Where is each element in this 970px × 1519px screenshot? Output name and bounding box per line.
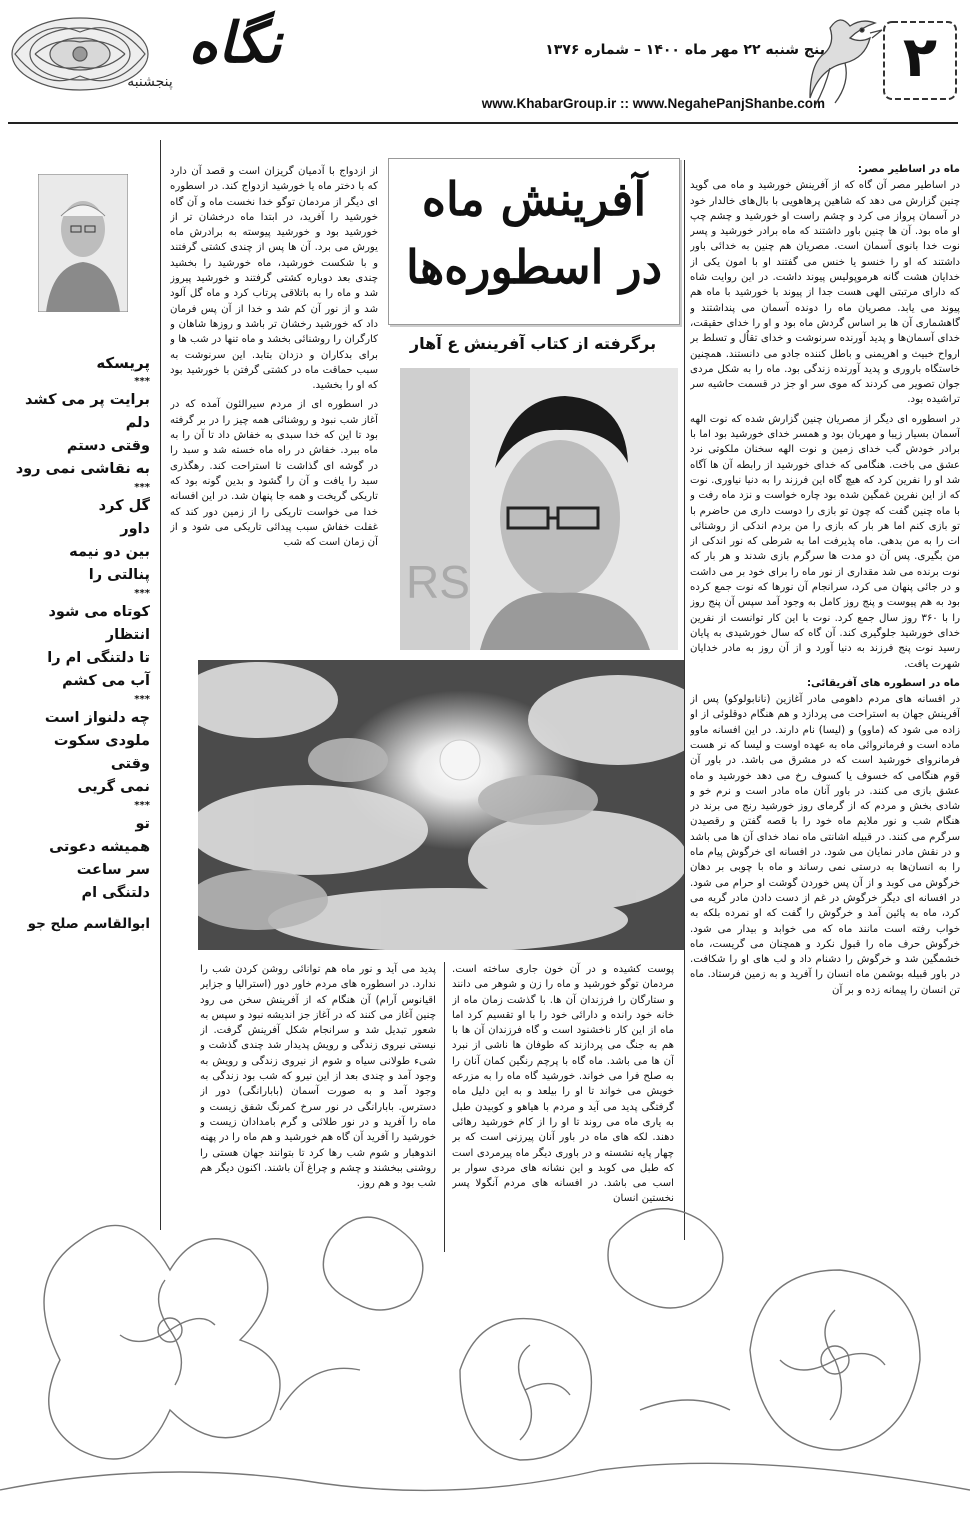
masthead-subtitle: پنجشنبه (127, 74, 173, 90)
poem-line: انتظار (105, 627, 150, 643)
article-title-line2: در اسطوره‌ها (405, 240, 663, 294)
poem-line: نمی گریی (77, 779, 150, 795)
svg-text:RS: RS (406, 556, 470, 608)
poem-line: دلم (125, 415, 150, 431)
poem-author: ابوالقاسم صلح جو (27, 916, 150, 932)
title-box (388, 158, 680, 325)
poem-line: داور (120, 521, 150, 537)
paragraph: در اسطوره ای دیگر از مصریان چنین گزارش شده که نوت الهه آسمان بسیار زیبا و مهربان بود و همسر خدای خورشید بود اما با برادر خودش گب خدای زمین و نوت الهه سخنان ملکوتی نرد عشق می باخت. هنگامی که خدای خورشید از رابطه آن ها آگاه شد او را نفرین کرد که هیچ گاه این فرزند را به دنیا نیاوری. نوت که از این نفرین غمگین شده بود چاره خواست و نزد ماه رفت و با ماه چنین گفت که چون تو بازی را دوست داری من حاضرم با تو بازی کنم اما هر بار که بازی را من بردم اندکی از روشنائی ات را به من بدهی. ماه پذیرفت اما به شرطی که نور اندکی از من بگیری. پس آن دو مدت ها سرگرم بازی شدند و هر بار که نوت برنده می شد مقداری از نور ماه را برای خود بر می داشت و در جائی پنهان می کرد، سرانجام آن نورها که نوت جمع کرده بود به هم پیوست و پنج روز کامل به وجود آمد سپس آن پنج روز را با ۳۶۰ روز سال جمع کرد. نوت با این کار توانست از نفرین خدای خورشید جلوگیری کند. آن گاه که سال خورشیدی به پایان رسید نوت پنج فرزند به دنیا آورد و از آن روز به مادر خدایان شهرت یافت. (690, 413, 960, 670)
poem-line: به نقاشی نمی رود (15, 461, 150, 477)
article-column-left-top (170, 164, 378, 659)
poem-line: همیشه دعوتی (49, 839, 150, 855)
poem-line: تو (135, 816, 150, 832)
websites: www.KhabarGroup.ir :: www.NegahePanjShanbe.com (481, 96, 825, 111)
poem-separator: *** (134, 376, 150, 387)
poem-line: آب می کشم (62, 673, 150, 689)
paragraph: در اسطوره ای از مردم سیرالئون آمده که در آغاز شب نبود و روشنائی همه چیز را در بر گرفته بود تا این که خدا سبدی به خفاش داد تا آن را به ماه ببرد. خفاش در راه ماه خسته شد و سبد را در گوشه ای گذاشت تا استراحت کند. رهگذری سبد را یافت و آن را گشود و بدین گونه بود که تاریکی گریخت و همه جا پنهان شد. در این افسانه خدا می خواست تاریکی را از زمین دور کند که غفلت خفاش سبب پیدائی تاریکی می شود و از آن زمان است که شب (170, 399, 378, 549)
poem-separator: *** (134, 694, 150, 705)
poem-line: گل کرد (98, 498, 150, 514)
masthead-logo: نگاه (188, 10, 282, 76)
column-divider (684, 160, 685, 1240)
paragraph: پوست کشیده و در آن خون جاری ساخته است. مردمان توگو خورشید و ماه را زن و شوهر می دانند و ستارگان را فرزندان آن ها. با گذشت زمان ماه از خانه خود رانده و دارائی خود را با او تقسیم کرد اما ماه از این کار ناخشنود است و گاه فرزندان آن ها با هم به جنگ می پردازند که طوفان ها ناشی از نبرد آن ها می باشد. ماه گاه با پرچم رنگین کمان آنان را به صلح فرا می خواند. خورشید گاه ماه را به مزرعه خویش می خواند تا او را بیلعد و به این دلیل ماه گرفتگی پدید می آید و مردم با هیاهو و کوبیدن طبل به یاری ماه می روند تا او را از کام خورشید رهائی دهند. لکه های ماه در باور آنان پیرزنی است که بر چهار پایه نشسته و در باوری دیگر ماه پیرمردی است که طبل می کوبد و این نشانه های مردی سوار بر اسب می باشد. در افسانه های مردم آنگولا پسر نخستین انسان (452, 964, 674, 1205)
paragraph: پدید می آید و نور ماه هم توانائی روشن کردن شب را ندارد. در اسطوره های مردم خاور دور (استرالیا و جزایر اقیانوس آرام) آن هنگام که از آفرینش سخن می رود چنین آغاز می کنند که در آغاز جز اندیشه نبود و سپس به شعور تبدیل شد و سرانجام شکل آفرینش گرفت. از نیستی نیروی زندگی و رویش پدیدار شد چندی گذشت و شیء طولانی سیاه و شوم از نیروی زندگی و رویش به وجود آمد و چندی بعد از این نیرو که شب بود زندگی به وجود آمد و به صورت آسمان (بابارانگی) دور از دسترس. بابارانگی در نور سرخ کمرنگ شفق زیست و ماه را آفرید و در نور طلائی و گرم بامدادان زیست و خورشید را آفرید آن گاه هم خورشید و هم ماه را در پهنه اندوهبار و شوم شب رها کرد تا بتوانند جهان هستی را روشنی ببخشند و چشم و چراغ آن باشند. اکنون دیگر هم شب بود و هم روز. (200, 964, 436, 1190)
poem-separator: *** (134, 800, 150, 811)
page-number-box (880, 18, 960, 103)
author-photo (38, 174, 128, 312)
poem-line: کوتاه می شود (48, 604, 150, 620)
section-heading: ماه در اساطیر مصر: (857, 164, 960, 175)
writer-photo (400, 368, 678, 650)
poem-line: سر ساعت (76, 862, 150, 878)
article-column-right (690, 160, 960, 1240)
poem-separator: *** (134, 588, 150, 599)
sidebar-poem (10, 352, 150, 936)
poem-line: چه دلنواز است (44, 710, 150, 726)
poem-line: دلتنگی ام (81, 885, 150, 901)
poem-line: پنالتی را (88, 567, 150, 583)
header-rule (8, 122, 958, 124)
paragraph: در اساطیر مصر آن گاه که از آفرینش خورشید و ماه می گوید چنین گزارش می دهد که شاهین پرهاهویی با بال‌های خالدار خود در آسمان پرواز می کرد و چشم راست او خورشید و چشم چپ او ماه بود. آن ها چنین باور داشتند که ماه برادر خورشید و پسر نوت خدا بانوی آسمان است. مصریان هم چنین به خدائی باور داشتند که او را خنسو یا خنس می گفتند او با امون یکی از خدایان هشت گانه هرموپولیس پیوند داشت. در این روایت شاه که دارای مرتبتی الهی هست جدا از پیوند با خورشید با ماه هم پیوند می یابد. مصریان ماه را دونده آسمان می پنداشتند و گاهشماری آن ها بر اساس گردش ماه بود و او را خدای حقیقت، خدای آسمان‌ها و پدید آورنده سرنوشت و خدای تقاُل و تسلط بر ارواح خبیث و اهریمنی و باطل کننده جادو می دانستند. همچنین خاستگاه باروری و پدید آورنده زندگی بود. ماه را به شکل مردی جوان تصویر می کردند که موی سر او جز در قسمت حاشیه سر تراشیده بود. (690, 180, 960, 406)
header (0, 0, 970, 130)
article-title-line1: آفرینش ماه (421, 172, 647, 226)
poem-line: وقتی (110, 756, 150, 772)
floral-decoration-image (0, 1160, 970, 1519)
poem-line: بین دو نیمه (69, 544, 150, 560)
paragraph: در افسانه های مردم داهومی مادر آغازین (نانابولوکو) پس از آفرینش جهان به استراحت می پردازد و هم هنگام دوقلوئی از او زاده می شود که (ماوو) و (لیسا) نام دارند. در این افسانه ماوو ماده است و فرمانروائی ماه به عهده اوست و لیسا که نر هست فرمانروای خورشید است که در مشرق می باشد. در باور آن قوم هنگامی که خسوف یا کسوف رخ می دهد خورشید و ماه عشق بازی می کنند. در باور آنان ماه مادر است و نرم خو و شادی بخش و مردم که از گرمای روز خورشید رنج می برند در هنگام شب و نور ملایم ماه خود را با قصه گفتن و رقصیدن سرگرم می کنند. در قبیله اشانتی ماه نماد خدای آن ها می باشد و در نقش مادر نمایان می شود. در افسانه ای خرگوش پیام ماه را به انسان‌ها به درستی نمی رساند و ماه با چوبی بر دهان خرگوش می کوبد و از آن پس خوردن گوشت او حرام می شود. در افسانه ای دیگر خرگوش در غم از دست دادن مادر گریه می کرد، ماه به پائین آمد و خرگوش را گفت که او نمرده بلکه به خواب رفته است مانند ماه که می خوابد و بیدار می شود. خرگوش حرف ماه را قبول نکرد و همچنان می گریست، ماه خشمگین شد و خرگوش را دشنام داد و لب های او را شکافت. در باور قبیله بوشمن ماه انسان را آفرید و به زمین فرستاد. ماه تن انسان را پیمانه زده و بر آن (690, 694, 960, 996)
section-heading: ماه در اسطوره های آفریقائی: (806, 677, 960, 689)
poem-line: تا دلتنگی ام را (47, 650, 150, 666)
page-number: ۲ (902, 25, 938, 90)
bird-ornament-image (790, 8, 890, 108)
sidebar-divider (160, 140, 161, 1230)
issue-date: پنج شنبه ۲۲ مهر ماه ۱۴۰۰ – شماره ۱۳۷۶ (545, 42, 825, 58)
poem-line: برایت پر می کشد (24, 392, 150, 408)
poem-separator: *** (134, 482, 150, 493)
poem-title: پریسکه (96, 354, 150, 372)
paragraph: از ازدواج با آدمیان گریزان است و قصد آن دارد که با دختر ماه یا خورشید ازدواج کند. در اسطوره ای دیگر از مردمان توگو خدا نخست ماه و آن گاه خورشید را آفرید، در ابتدا ماه درخشان تر از خورشید بود و خورشید پیوسته به برادرش ماه یورش می برد. آن ها پس از چندی کشتی گرفتند و با شکست خورشید، ماه خورشید را بخشید چندی بعد دوباره کشتی گرفتند و خورشید پیروز شد و ماه را به باتلاقی پرتاب کرد و ماه گل آلود شد و از نور آن کم شد و خدا از آن پس فرمان داد که خورشید رخشان تر باشد و روزها شاهان و کارگران را روشنائی بخشد و ماه تنها در شب ها و برای بدکاران و دزدان بتابد. این سرنوشت به سبب حماقت ماه در کشتی گرفتن با خورشید بود که او را بخشید. (170, 166, 378, 392)
poem-line: وقتی دستم (66, 438, 150, 454)
poem-line: ملودی سکوت (53, 733, 150, 749)
article-subtitle: برگرفته از کتاب آفرینش ع آهار (409, 334, 657, 353)
moon-clouds-image (198, 660, 684, 950)
